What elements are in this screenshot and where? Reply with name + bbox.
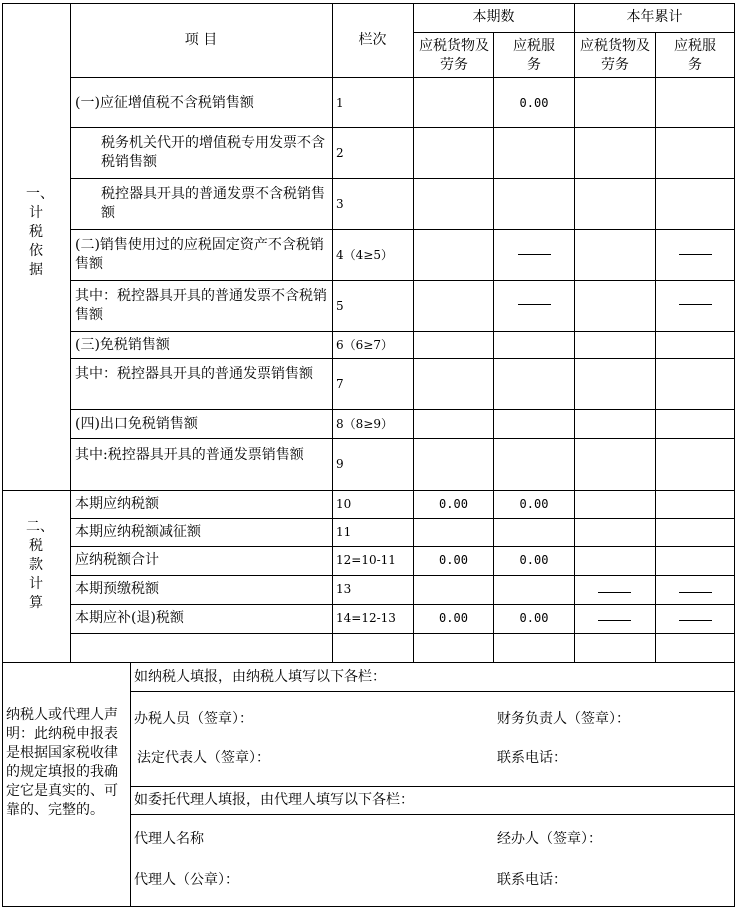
row-label: 本期应纳税额 [75, 496, 159, 512]
row-col-no: 12=10-11 [336, 553, 396, 567]
row-col-no: 2 [336, 146, 344, 160]
handler-label: 经办人（签章）： [497, 831, 602, 847]
not-applicable-dash [679, 304, 712, 305]
row-col-no: 13 [336, 582, 352, 596]
section-basis-label: 一、计税依据 [26, 186, 54, 278]
tax-officer-label: 办税人员（签章）： [134, 711, 253, 727]
not-applicable-dash [598, 592, 631, 593]
row-col-no: 7 [336, 377, 344, 391]
not-applicable-dash [598, 620, 631, 621]
cell-value: 0.00 [519, 553, 549, 567]
row-col-no: 14=12-13 [336, 611, 396, 625]
row-label: 其中：税控器具开具的普通发票销售额 [75, 366, 313, 382]
section-calc-label: 二、税款计算 [26, 519, 54, 611]
header-year-services: 应税服务 [674, 38, 716, 73]
legal-rep-label: 法定代表人（签章）： [137, 750, 270, 766]
header-year-goods: 应税货物及劳务 [580, 38, 650, 73]
row-col-no: 4（4≥5） [336, 248, 393, 262]
header-cur-goods: 应税货物及劳务 [419, 38, 489, 73]
header-column-no: 栏次 [358, 32, 387, 48]
row-label: (四)出口免税销售额 [75, 416, 198, 432]
header-current-period: 本期数 [472, 9, 515, 25]
agent-fill-note: 如委托代理人填报，由代理人填写以下各栏： [134, 792, 414, 808]
row-label: 应纳税额合计 [75, 552, 159, 568]
not-applicable-dash [518, 304, 551, 305]
row-label: (三)免税销售额 [75, 337, 170, 353]
header-year-total: 本年累计 [626, 9, 683, 25]
cell-value: 0.00 [519, 96, 549, 110]
row-label: 税控器具开具的普通发票不含税销售额 [101, 186, 325, 221]
cell-value: 0.00 [519, 611, 549, 625]
cell-value: 0.00 [439, 497, 468, 511]
row-label: 其中：税控器具开具的普通发票不含税销售额 [75, 288, 327, 323]
row-col-no: 1 [336, 96, 344, 110]
declaration-text: 纳税人或代理人声明：此纳税申报表是根据国家税收律的规定填报的我确定它是真实的、可靠的、完整的。 [6, 707, 118, 818]
not-applicable-dash [679, 254, 712, 255]
row-col-no: 9 [336, 457, 344, 471]
row-col-no: 5 [336, 299, 344, 313]
row-col-no: 10 [336, 497, 352, 511]
phone-label: 联系电话： [497, 872, 567, 888]
row-label: (二)销售使用过的应税固定资产不含税销售额 [75, 237, 324, 272]
header-cur-services: 应税服务 [513, 38, 555, 73]
row-label: 本期应纳税额减征额 [75, 524, 201, 540]
cell-value: 0.00 [519, 497, 549, 511]
finance-head-label: 财务负责人（签章）： [497, 711, 630, 727]
not-applicable-dash [679, 592, 712, 593]
row-col-no: 3 [336, 197, 344, 211]
taxpayer-fill-note: 如纳税人填报，由纳税人填写以下各栏： [134, 669, 386, 685]
row-label: (一)应征增值税不含税销售额 [75, 95, 254, 111]
cell-value: 0.00 [439, 553, 468, 567]
row-label: 税务机关代开的增值税专用发票不含税销售额 [101, 135, 325, 170]
row-label: 本期预缴税额 [75, 581, 159, 597]
header-item: 项 目 [184, 32, 218, 48]
cell-value: 0.00 [439, 611, 468, 625]
row-label: 其中:税控器具开具的普通发票销售额 [75, 447, 304, 463]
row-col-no: 11 [336, 525, 352, 539]
not-applicable-dash [679, 620, 712, 621]
row-col-no: 6（6≥7） [336, 338, 393, 352]
agent-seal-label: 代理人（公章）： [134, 872, 239, 888]
not-applicable-dash [518, 254, 551, 255]
row-col-no: 8（8≥9） [336, 417, 393, 431]
agent-name-label: 代理人名称 [134, 831, 204, 847]
row-label: 本期应补(退)税额 [75, 610, 184, 626]
phone-label: 联系电话： [497, 750, 567, 766]
